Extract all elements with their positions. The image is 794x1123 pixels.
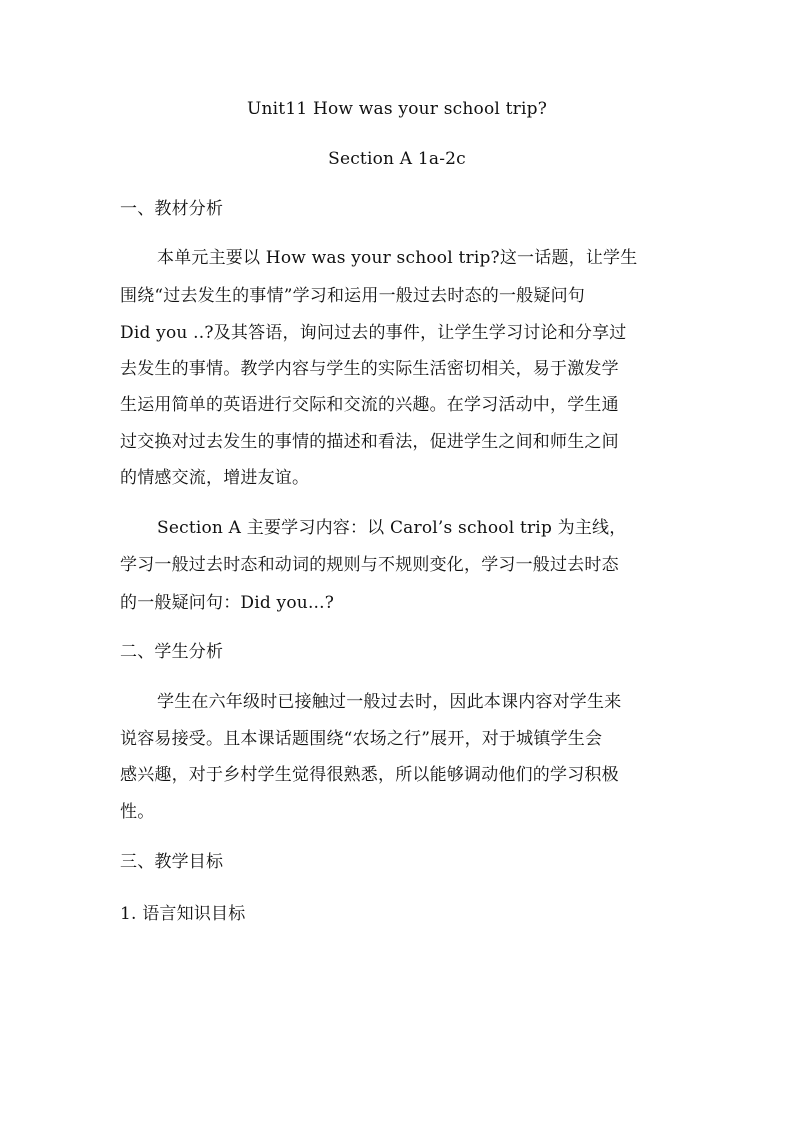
- paragraph-line: Did you ..?及其答语，询问过去的事件，让学生学习讨论和分享过: [120, 323, 627, 343]
- paragraph-line: 围绕“过去发生的事情”学习和运用一般过去时态的一般疑问句: [120, 286, 585, 306]
- paragraph-line: 学习一般过去时态和动词的规则与不规则变化，学习一般过去时态: [120, 555, 619, 575]
- paragraph-line: 学生在六年级时已接触过一般过去时，因此本课内容对学生来: [157, 692, 622, 712]
- paragraph-line: 本单元主要以 How was your school trip?这一话题，让学生: [157, 248, 638, 268]
- paragraph-line: 的一般疑问句：Did you...?: [120, 593, 335, 613]
- document-subtitle: Section A 1a-2c: [328, 149, 466, 169]
- paragraph-line: 生运用简单的英语进行交际和交流的兴趣。在学习活动中，学生通: [120, 395, 619, 415]
- paragraph-line: 去发生的事情。教学内容与学生的实际生活密切相关，易于激发学: [120, 359, 619, 379]
- paragraph-line: 的情感交流，增进友谊。: [120, 468, 310, 488]
- section-heading-student-analysis: 二、学生分析: [120, 642, 224, 662]
- paragraph-line: 感兴趣，对于乡村学生觉得很熟悉，所以能够调动他们的学习积极: [120, 765, 619, 785]
- section-heading-material-analysis: 一、教材分析: [120, 199, 224, 219]
- document-title: Unit11 How was your school trip?: [246, 99, 548, 119]
- section-heading-teaching-goals: 三、教学目标: [120, 852, 224, 872]
- paragraph-line: 性。: [120, 802, 155, 822]
- paragraph-line: 说容易接受。且本课话题围绕“农场之行”展开，对于城镇学生会: [120, 729, 603, 749]
- paragraph-line: Section A 主要学习内容：以 Carol’s school trip 为主线，: [157, 518, 627, 538]
- list-item-language-knowledge: 1. 语言知识目标: [120, 904, 246, 924]
- paragraph-line: 过交换对过去发生的事情的描述和看法，促进学生之间和师生之间: [120, 432, 619, 452]
